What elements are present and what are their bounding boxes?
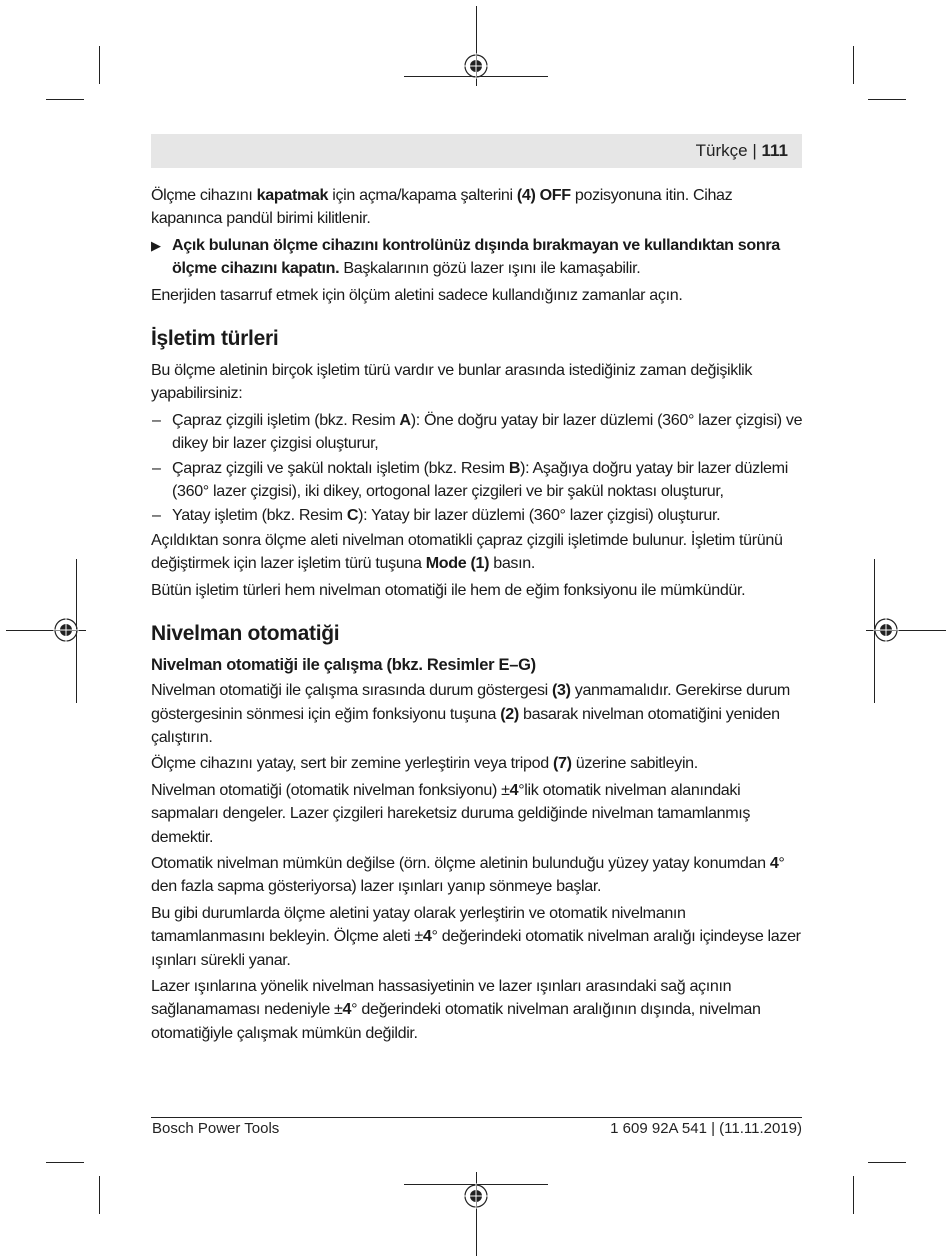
dash-marker: –	[152, 506, 161, 525]
leveling-paragraph-1: Nivelman otomatiği ile çalışma sırasında durum göstergesi (3) yanmamalıdır. Gerekirse durum göstergesinin sönmesi için eğim fonksiyonu tuşuna (2) basarak nivelman otomatiğini yeniden çalıştırın.	[151, 681, 790, 746]
crop-mark-top-right-vertical	[853, 46, 854, 84]
crop-mark-bottom-left-vertical	[99, 1176, 100, 1214]
crop-mark-top-right-horizontal	[868, 99, 906, 100]
crop-mark-bottom-right-vertical	[853, 1176, 854, 1214]
triangle-bullet-icon: ▶	[151, 237, 161, 253]
registration-target-icon	[463, 53, 489, 79]
energy-note: Enerjiden tasarruf etmek için ölçüm aletini sadece kullandığınız zamanlar açın.	[151, 285, 683, 304]
intro-paragraph: Ölçme cihazını kapatmak için açma/kapama şalterini (4) OFF pozisyonuna itin. Cihaz kapanınca pandül birimi kilitlenir.	[151, 186, 733, 228]
modes-after-paragraph: Açıldıktan sonra ölçme aleti nivelman otomatikli çapraz çizgili işletimde bulunur. İşletim türünü değiştirmek için lazer işletim türü tuşuna Mode (1) basın.	[151, 530, 783, 573]
page-number: 111	[761, 141, 788, 160]
registration-target-icon	[463, 1183, 489, 1209]
safety-warning: ▶ Açık bulunan ölçme cihazını kontrolünüz dışında bırakmayan ve kullandıktan sonra ölçme cihazını kapatın. Başkalarının gözü lazer ışını ile kamaşabilir.	[151, 235, 780, 278]
header-separator: |	[752, 141, 757, 160]
subheading-leveling: Nivelman otomatiği ile çalışma (bkz. Resimler E–G)	[151, 656, 536, 675]
footer-divider	[151, 1117, 802, 1118]
footer-brand: Bosch Power Tools	[152, 1120, 280, 1137]
registration-target-icon	[53, 617, 79, 643]
leveling-paragraph-4: Otomatik nivelman mümkün değilse (örn. ölçme aletinin bulunduğu yüzey yatay konumdan 4° den fazla sapma gösteriyorsa) lazer ışınları yanıp sönmeye başlar.	[151, 853, 785, 896]
list-item: – Yatay işletim (bkz. Resim C): Yatay bir lazer düzlemi (360° lazer çizgisi) oluşturur.	[151, 504, 803, 527]
list-item: – Çapraz çizgili ve şakül noktalı işletim (bkz. Resim B): Aşağıya doğru yatay bir lazer düzlemi (360° lazer çizgisi), iki dikey, ortogonal lazer çizgileri ve bir şakül noktası oluşturur,	[152, 458, 788, 501]
modes-intro: Bu ölçme aletinin birçok işletim türü vardır ve bunlar arasında istediğiniz zaman değişiklik yapabilirsiniz:	[151, 361, 753, 403]
page-content	[151, 184, 803, 1048]
list-item: – Çapraz çizgili işletim (bkz. Resim A): Öne doğru yatay bir lazer düzlemi (360° lazer çizgisi) ve dikey bir lazer çizgisi oluşturur,	[152, 410, 803, 453]
leveling-paragraph-3: Nivelman otomatiği (otomatik nivelman fonksiyonu) ±4°lik otomatik nivelman alanındaki sapmaları dengeler. Lazer çizgileri hareketsiz duruma geldiğinde nivelman tamamlanmış demektir.	[151, 780, 751, 846]
page-header	[151, 134, 802, 168]
registration-target-icon	[873, 617, 899, 643]
crop-mark-top-left-vertical	[99, 46, 100, 84]
crop-mark-bottom-left-horizontal	[46, 1162, 84, 1163]
leveling-paragraph-6: Lazer ışınlarına yönelik nivelman hassasiyetinin ve lazer ışınları arasındaki sağ açının sağlanamaması nedeniyle ±4° değerindeki otomatik nivelman aralığının dışında, nivelman otomatiğiyle çalışmak mümkün değildir.	[151, 976, 761, 1042]
section-heading-modes: İşletim türleri	[151, 327, 279, 351]
dash-marker: –	[152, 458, 161, 477]
crop-mark-bottom-right-horizontal	[868, 1162, 906, 1163]
section-heading-leveling: Nivelman otomatiği	[151, 622, 340, 646]
modes-all-paragraph: Bütün işletim türleri hem nivelman otomatiği ile hem de eğim fonksiyonu ile mümkündür.	[151, 580, 746, 599]
leveling-paragraph-2: Ölçme cihazını yatay, sert bir zemine yerleştirin veya tripod (7) üzerine sabitleyin.	[151, 754, 698, 773]
crop-mark-top-left-horizontal	[46, 99, 84, 100]
header-label	[696, 141, 788, 161]
footer-doc-number: 1 609 92A 541 | (11.11.2019)	[610, 1120, 802, 1137]
leveling-paragraph-5: Bu gibi durumlarda ölçme aletini yatay olarak yerleştirin ve otomatik nivelmanın tamamlanmasını bekleyin. Ölçme aleti ±4° değerindeki otomatik nivelman aralığı içindeyse lazer ışınları sürekli yanar.	[151, 903, 801, 969]
dash-marker: –	[152, 410, 161, 429]
header-language: Türkçe	[695, 141, 748, 160]
